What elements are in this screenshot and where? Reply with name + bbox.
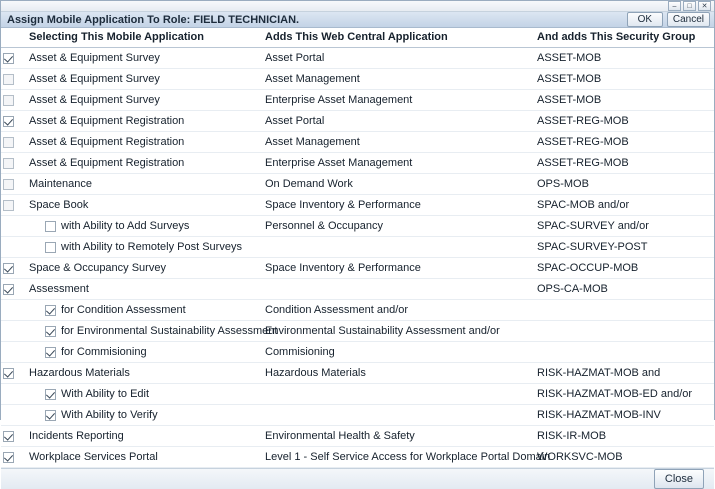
security-group-cell: [535, 321, 714, 342]
mobile-application-label: for Condition Assessment: [61, 304, 186, 316]
mobile-application-label: for Environmental Sustainability Assessment: [61, 325, 278, 337]
mobile-application-cell: [27, 300, 263, 321]
row-checkbox[interactable]: [3, 53, 14, 64]
maximize-button[interactable]: □: [683, 1, 696, 11]
row-select-cell: [1, 216, 27, 237]
web-central-application-cell: Asset Management: [263, 132, 535, 153]
row-select-cell: [1, 237, 27, 258]
web-central-application-cell: Condition Assessment and/or: [263, 300, 535, 321]
security-group-cell: OPS-MOB: [535, 174, 714, 195]
table-row: [1, 48, 714, 69]
row-select-cell: [1, 132, 27, 153]
mobile-application-cell: [27, 342, 263, 363]
table-row: [1, 69, 714, 90]
table-row: [1, 174, 714, 195]
mobile-application-cell: [27, 216, 263, 237]
window-controls-bar: [1, 1, 714, 12]
mobile-application-label: Workplace Services Portal: [29, 451, 158, 463]
mobile-application-label: Asset & Equipment Registration: [29, 136, 185, 148]
table-row: [1, 300, 714, 321]
row-select-cell: [1, 258, 27, 279]
row-select-cell: [1, 384, 27, 405]
mobile-application-cell: [27, 258, 263, 279]
table-row: [1, 342, 714, 363]
table-row: [1, 363, 714, 384]
row-checkbox[interactable]: [3, 263, 14, 274]
mobile-application-cell: [27, 363, 263, 384]
web-central-application-cell: Environmental Health & Safety: [263, 426, 535, 447]
mobile-application-label: Hazardous Materials: [29, 367, 130, 379]
web-central-application-cell: [263, 237, 535, 258]
table-row: [1, 153, 714, 174]
row-select-cell: [1, 363, 27, 384]
table-row: [1, 132, 714, 153]
mobile-application-label: Asset & Equipment Survey: [29, 73, 160, 85]
close-icon[interactable]: ✕: [698, 1, 711, 11]
web-central-application-cell: Asset Management: [263, 69, 535, 90]
web-central-application-cell: Environmental Sustainability Assessment and/or: [263, 321, 535, 342]
security-group-cell: ASSET-REG-MOB: [535, 153, 714, 174]
table-row: [1, 258, 714, 279]
row-checkbox[interactable]: [3, 95, 14, 106]
web-central-application-cell: Level 1 - Self Service Access for Workplace Portal Domain: [263, 447, 535, 468]
sub-option-checkbox[interactable]: [45, 242, 56, 253]
web-central-application-cell: [263, 384, 535, 405]
security-group-cell: SPAC-SURVEY and/or: [535, 216, 714, 237]
row-select-cell: [1, 69, 27, 90]
row-checkbox[interactable]: [3, 179, 14, 190]
web-central-application-cell: [263, 279, 535, 300]
table-row: [1, 279, 714, 300]
row-select-cell: [1, 300, 27, 321]
sub-option-checkbox[interactable]: [45, 221, 56, 232]
mobile-application-cell: [27, 447, 263, 468]
security-group-cell: OPS-CA-MOB: [535, 279, 714, 300]
mobile-application-label: Asset & Equipment Survey: [29, 52, 160, 64]
mobile-application-label: Asset & Equipment Registration: [29, 115, 185, 127]
web-central-application-cell: On Demand Work: [263, 174, 535, 195]
row-select-cell: [1, 321, 27, 342]
security-group-cell: ASSET-MOB: [535, 69, 714, 90]
security-group-cell: WORKSVC-MOB: [535, 447, 714, 468]
minimize-button[interactable]: –: [668, 1, 681, 11]
table-row: [1, 237, 714, 258]
column-header-web-central: Adds This Web Central Application: [263, 28, 535, 48]
dialog-titlebar: [1, 12, 714, 28]
row-checkbox[interactable]: [3, 368, 14, 379]
table-row: [1, 405, 714, 426]
table-row: [1, 111, 714, 132]
row-select-cell: [1, 195, 27, 216]
cancel-button[interactable]: Cancel: [667, 12, 710, 27]
row-select-cell: [1, 90, 27, 111]
security-group-cell: RISK-IR-MOB: [535, 426, 714, 447]
table-row: [1, 216, 714, 237]
web-central-application-cell: Asset Portal: [263, 48, 535, 69]
mobile-application-cell: [27, 132, 263, 153]
security-group-cell: [535, 300, 714, 321]
security-group-cell: ASSET-MOB: [535, 90, 714, 111]
mobile-application-label: Maintenance: [29, 178, 92, 190]
row-checkbox[interactable]: [3, 137, 14, 148]
ok-button[interactable]: OK: [627, 12, 663, 27]
table-row: [1, 384, 714, 405]
row-select-cell: [1, 174, 27, 195]
application-role-table-container: [1, 28, 714, 468]
mobile-application-cell: [27, 321, 278, 342]
sub-option-checkbox[interactable]: [45, 389, 56, 400]
web-central-application-cell: Commisioning: [263, 342, 535, 363]
table-row: [1, 321, 714, 342]
row-select-cell: [1, 447, 27, 468]
row-select-cell: [1, 342, 27, 363]
row-select-cell: [1, 48, 27, 69]
row-checkbox[interactable]: [3, 284, 14, 295]
web-central-application-cell: Asset Portal: [263, 111, 535, 132]
table-row: [1, 90, 714, 111]
row-checkbox[interactable]: [3, 158, 14, 169]
web-central-application-cell: Personnel & Occupancy: [263, 216, 535, 237]
page-title: Assign Mobile Application To Role: FIELD TECHNICIAN.: [7, 13, 300, 26]
dialog-footer: [1, 468, 714, 489]
web-central-application-cell: Hazardous Materials: [263, 363, 535, 384]
mobile-application-cell: [27, 195, 263, 216]
row-checkbox[interactable]: [3, 431, 14, 442]
sub-option-checkbox[interactable]: [45, 326, 56, 337]
security-group-cell: ASSET-MOB: [535, 48, 714, 69]
column-header-application: Selecting This Mobile Application: [27, 28, 263, 48]
security-group-cell: ASSET-REG-MOB: [535, 111, 714, 132]
column-header-security-group: And adds This Security Group: [535, 28, 714, 48]
security-group-cell: [535, 342, 714, 363]
mobile-application-cell: [27, 48, 263, 69]
mobile-application-label: with Ability to Add Surveys: [61, 220, 190, 232]
row-checkbox[interactable]: [3, 200, 14, 211]
table-header-row: [1, 28, 714, 48]
mobile-application-label: Assessment: [29, 283, 89, 295]
row-select-cell: [1, 279, 27, 300]
mobile-application-cell: [27, 384, 263, 405]
web-central-application-cell: Space Inventory & Performance: [263, 195, 535, 216]
mobile-application-cell: [27, 69, 263, 90]
row-checkbox[interactable]: [3, 452, 14, 463]
mobile-application-cell: [27, 279, 263, 300]
application-role-table: [1, 28, 714, 468]
table-row: [1, 447, 714, 468]
row-select-cell: [1, 426, 27, 447]
mobile-application-label: Space & Occupancy Survey: [29, 262, 166, 274]
sub-option-checkbox[interactable]: [45, 347, 56, 358]
security-group-cell: SPAC-OCCUP-MOB: [535, 258, 714, 279]
security-group-cell: RISK-HAZMAT-MOB and: [535, 363, 714, 384]
table-row: [1, 195, 714, 216]
mobile-application-cell: [27, 153, 263, 174]
web-central-application-cell: Space Inventory & Performance: [263, 258, 535, 279]
mobile-application-label: for Commisioning: [61, 346, 147, 358]
mobile-application-cell: [27, 111, 263, 132]
security-group-cell: SPAC-MOB and/or: [535, 195, 714, 216]
mobile-application-cell: [27, 174, 263, 195]
web-central-application-cell: Enterprise Asset Management: [263, 153, 535, 174]
row-select-cell: [1, 111, 27, 132]
row-checkbox[interactable]: [3, 74, 14, 85]
table-row: [1, 426, 714, 447]
mobile-application-label: Asset & Equipment Registration: [29, 157, 185, 169]
mobile-application-cell: [27, 237, 263, 258]
close-button[interactable]: Close: [654, 469, 704, 489]
mobile-application-label: With Ability to Verify: [61, 409, 158, 421]
mobile-application-label: Asset & Equipment Survey: [29, 94, 160, 106]
web-central-application-cell: Enterprise Asset Management: [263, 90, 535, 111]
mobile-application-cell: [27, 426, 263, 447]
mobile-application-cell: [27, 405, 263, 426]
column-header-select: [1, 28, 27, 48]
row-checkbox[interactable]: [3, 116, 14, 127]
sub-option-checkbox[interactable]: [45, 305, 56, 316]
row-select-cell: [1, 405, 27, 426]
mobile-application-label: With Ability to Edit: [61, 388, 150, 400]
security-group-cell: ASSET-REG-MOB: [535, 132, 714, 153]
security-group-cell: SPAC-SURVEY-POST: [535, 237, 714, 258]
mobile-application-label: Space Book: [29, 199, 89, 211]
security-group-cell: RISK-HAZMAT-MOB-INV: [535, 405, 714, 426]
mobile-application-label: with Ability to Remotely Post Surveys: [61, 241, 242, 253]
sub-option-checkbox[interactable]: [45, 410, 56, 421]
mobile-application-label: Incidents Reporting: [29, 430, 124, 442]
mobile-application-cell: [27, 90, 263, 111]
web-central-application-cell: [263, 405, 535, 426]
row-select-cell: [1, 153, 27, 174]
security-group-cell: RISK-HAZMAT-MOB-ED and/or: [535, 384, 714, 405]
table-body: [1, 48, 714, 468]
